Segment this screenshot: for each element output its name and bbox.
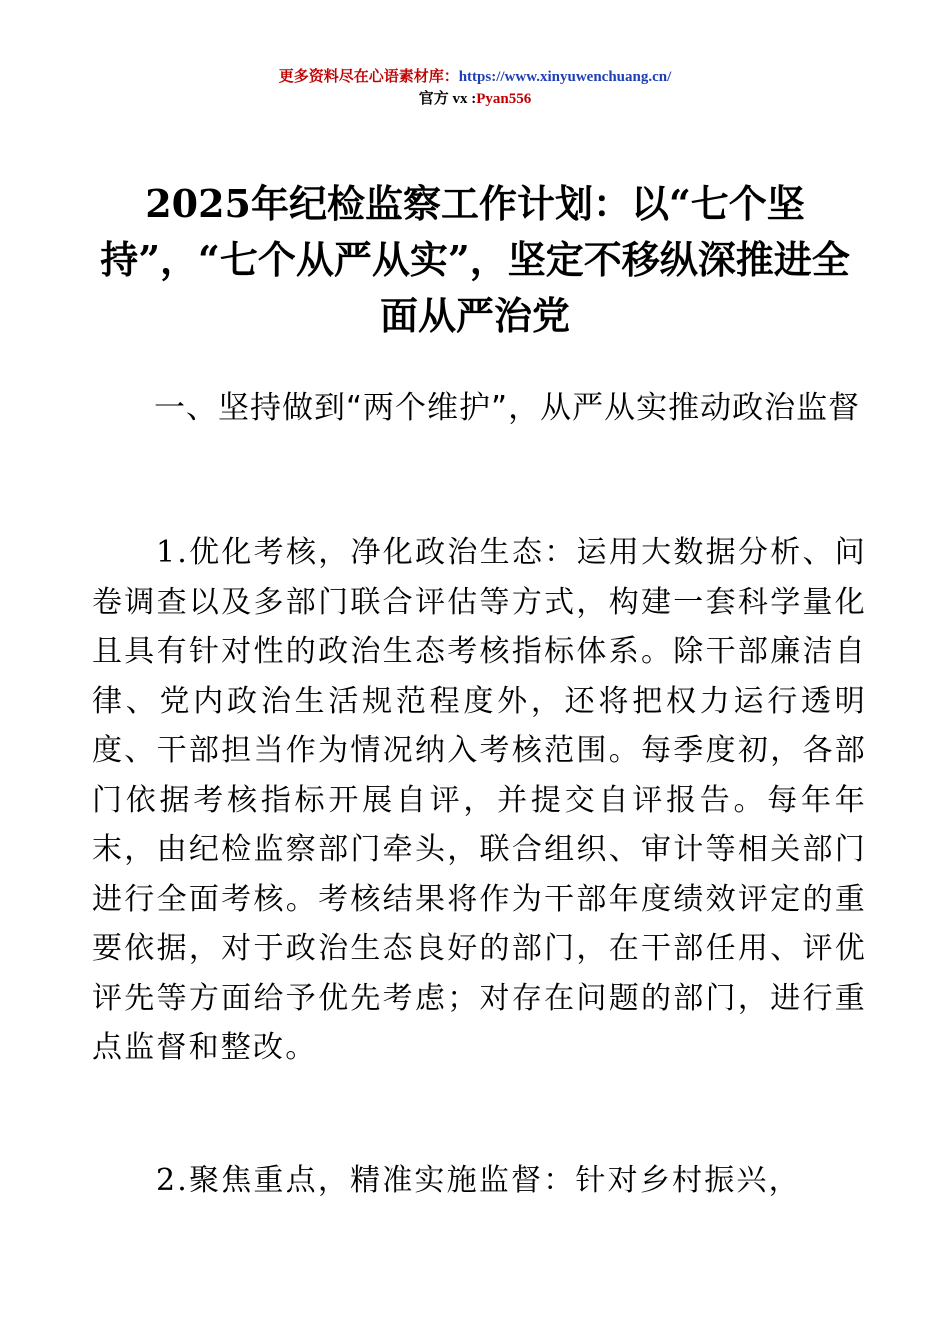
header-resource-label: 更多资料尽在心语素材库： — [278, 69, 459, 85]
header-vx-label: 官方 vx : — [418, 91, 477, 107]
paragraph-1: 1.优化考核，净化政治生态：运用大数据分析、问卷调查以及多部门联合评估等方式，构建一套科学量化且具有针对性的政治生态考核指标体系。除干部廉洁自律、党内政治生活规范程度外，还将把权力运行透明度、干部担当作为情况纳入考核范围。每季度初，各部门依据考核指标开展自评，并提交自评报告。每年年末，由纪检监察部门牵头，联合组织、审计等相关部门进行全面考核。考核结果将作为干部年度绩效评定的重要依据，对于政治生态良好的部门，在干部任用、评优评先等方面给予优先考虑；对存在问题的部门，进行重点监督和整改。 — [92, 535, 867, 1065]
section-heading-1: 一、坚持做到“两个维护”，从严从实推动政治监督 — [154, 390, 861, 426]
header-line-2 — [0, 88, 950, 110]
page-header — [0, 66, 950, 110]
header-vx-id: Pyan556 — [476, 91, 532, 107]
paragraph-2: 2.聚焦重点，精准实施监督：针对乡村振兴， — [156, 1163, 801, 1198]
header-line-1 — [0, 66, 950, 88]
header-resource-link[interactable]: https://www.xinyuwenchuang.cn/ — [458, 69, 672, 85]
document-title: 2025年纪检监察工作计划：以“七个坚持”，“七个从严从实”，坚定不移纵深推进全面从严治党 — [100, 181, 850, 338]
